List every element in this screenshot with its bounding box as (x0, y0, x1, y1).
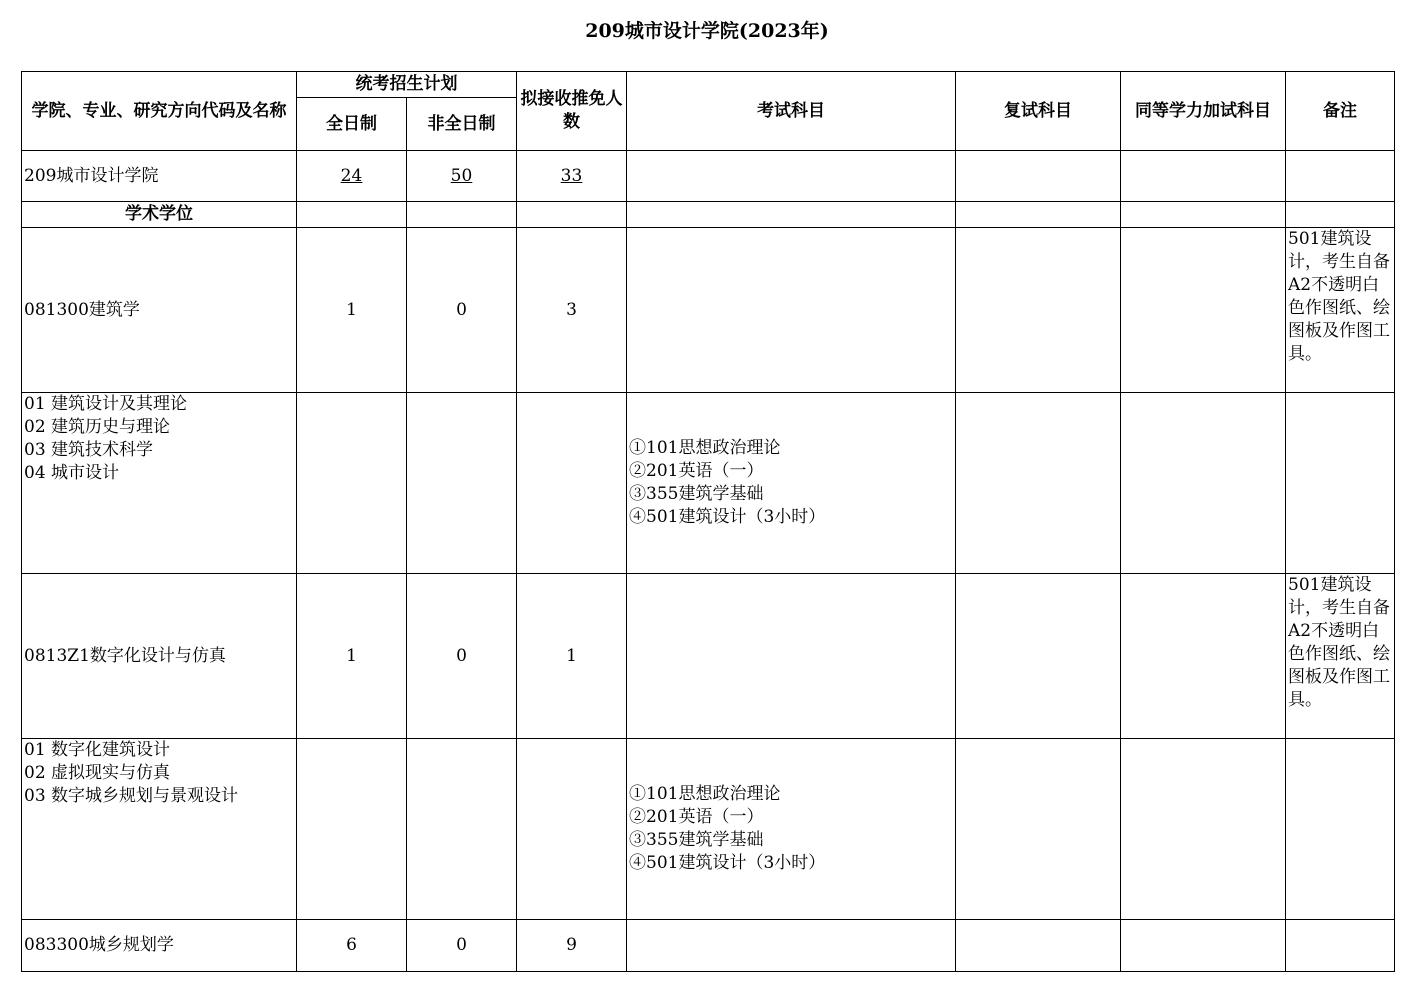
exam-item: ①101思想政治理论 (629, 438, 781, 458)
header-note: 备注 (1286, 72, 1395, 151)
major-fulltime: 1 (297, 228, 407, 393)
major-name: 0813Z1数字化设计与仿真 (22, 574, 297, 739)
college-exempt: 33 (517, 151, 627, 202)
college-row (22, 151, 1395, 202)
header-college: 学院、专业、研究方向代码及名称 (22, 72, 297, 151)
header-exempt: 拟接收推免人数 (517, 72, 627, 151)
college-fulltime: 24 (297, 151, 407, 202)
major-exempt: 9 (517, 920, 627, 972)
header-row (22, 72, 1395, 98)
direction-item: 01 数字化建筑设计 (24, 740, 171, 760)
header-retest: 复试科目 (956, 72, 1121, 151)
major-name: 081300建筑学 (22, 228, 297, 393)
direction-list (22, 739, 297, 920)
section-row (22, 202, 1395, 228)
major-fulltime: 6 (297, 920, 407, 972)
page-title: 209城市设计学院(2023年) (585, 20, 829, 42)
exam-item: ③355建筑学基础 (629, 830, 764, 850)
header-exam: 考试科目 (627, 72, 956, 151)
exam-item: ②201英语（一） (629, 807, 764, 827)
exam-list (627, 393, 956, 574)
direction-item: 01 建筑设计及其理论 (24, 394, 188, 414)
major-row (22, 920, 1395, 972)
college-name: 209城市设计学院 (22, 151, 297, 202)
direction-item: 02 虚拟现实与仿真 (24, 763, 171, 783)
exam-item: ③355建筑学基础 (629, 484, 764, 504)
header-fulltime: 全日制 (297, 98, 407, 151)
major-parttime: 0 (407, 228, 517, 393)
major-row (22, 228, 1395, 393)
section-label: 学术学位 (22, 202, 297, 228)
exam-item: ④501建筑设计（3小时） (629, 507, 826, 527)
direction-row (22, 393, 1395, 574)
exam-list (627, 739, 956, 920)
admission-plan-table (21, 71, 1395, 972)
direction-item: 03 建筑技术科学 (24, 440, 154, 460)
direction-item: 03 数字城乡规划与景观设计 (24, 786, 239, 806)
major-name: 083300城乡规划学 (22, 920, 297, 972)
major-exempt: 1 (517, 574, 627, 739)
direction-item: 02 建筑历史与理论 (24, 417, 171, 437)
major-parttime: 0 (407, 574, 517, 739)
college-parttime: 50 (407, 151, 517, 202)
exam-item: ④501建筑设计（3小时） (629, 853, 826, 873)
major-note: 501建筑设计，考生自备A2不透明白色作图纸、绘图板及作图工具。 (1286, 228, 1395, 393)
major-row (22, 574, 1395, 739)
header-plan: 统考招生计划 (297, 72, 517, 98)
exam-item: ②201英语（一） (629, 461, 764, 481)
header-parttime: 非全日制 (407, 98, 517, 151)
direction-list (22, 393, 297, 574)
major-exempt: 3 (517, 228, 627, 393)
major-note: 501建筑设计，考生自备A2不透明白色作图纸、绘图板及作图工具。 (1286, 574, 1395, 739)
major-fulltime: 1 (297, 574, 407, 739)
header-equiv: 同等学力加试科目 (1121, 72, 1286, 151)
direction-item: 04 城市设计 (24, 463, 120, 483)
direction-row (22, 739, 1395, 920)
major-parttime: 0 (407, 920, 517, 972)
exam-item: ①101思想政治理论 (629, 784, 781, 804)
